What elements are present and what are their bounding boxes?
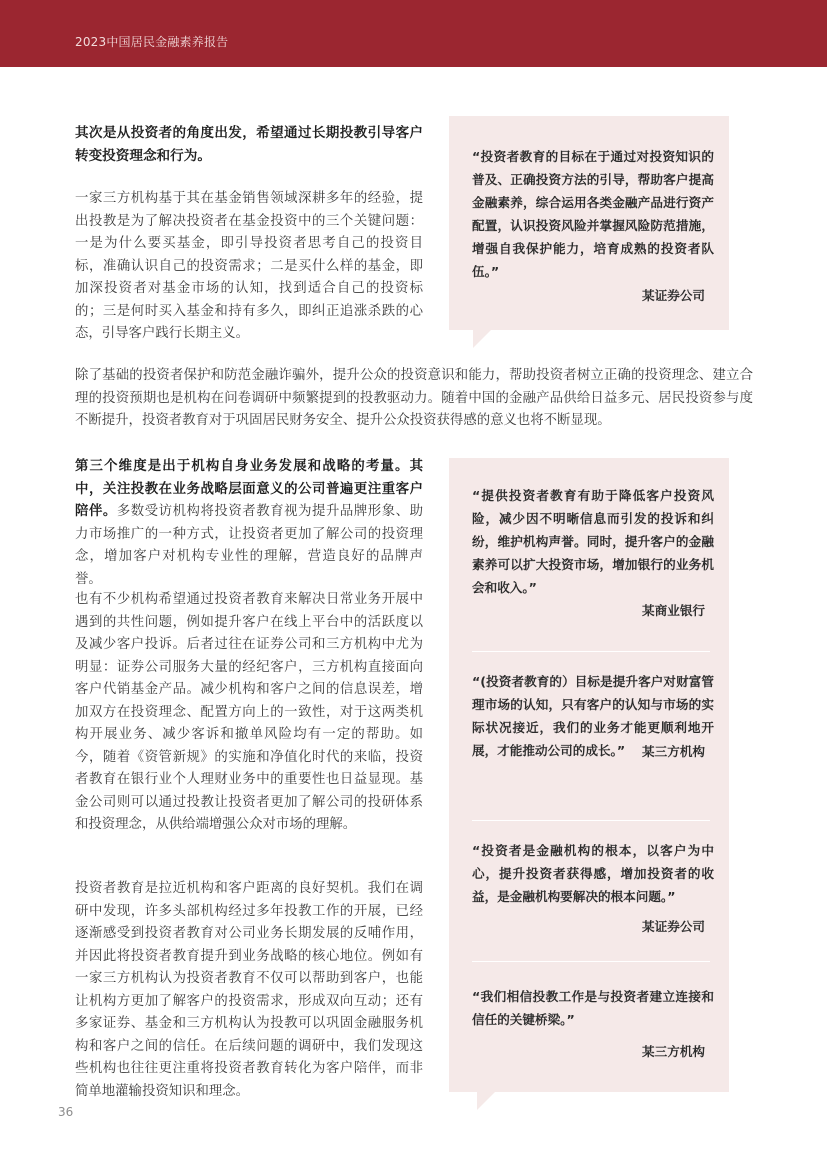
quote-source: 某商业银行 xyxy=(642,603,705,618)
section-lead-investor-perspective: 其次是从投资者的角度出发，希望通过长期投教引导客户转变投资理念和行为。 xyxy=(75,125,423,164)
paragraph-common-issues: 也有不少机构希望通过投资者教育来解决日常业务开展中遇到的共性问题，例如提升客户在线上平台中的活跃度以及减少客户投诉。后者过往在证券公司和三方机构中尤为明显：证券公司服务大量的经纪客户，三方机构直接面向客户代销基金产品。减少机构和客户之间的信息误差，增加双方在投资理念、配置方向上的一致性，对于这两类机构开展业务、减少客诉和撤单风险均有一定的帮助。如今，随着《资管新规》的实施和净值化时代的来临，投资者教育在银行业个人理财业务中的重要性也日益显现。基金公司则可以通过投教让投资者更加了解公司的投研体系和投资理念，从供给端增强公众对市场的理解。 xyxy=(75,592,423,832)
quote-panel-2-tail xyxy=(477,1092,495,1110)
quote-text: “提供投资者教育有助于降低客户投资风险，减少因不明晰信息而引发的投诉和纠纷，维护机构声誉。同时，提升客户的金融素养可以扩大投资市场，增加银行的业务机会和收入。” xyxy=(472,488,714,595)
quote-source: 某三方机构 xyxy=(642,744,705,759)
quote-source: 某证券公司 xyxy=(642,919,705,934)
quote-divider xyxy=(472,820,710,821)
quote-text: “我们相信投教工作是与投资者建立连接和信任的关键桥梁。” xyxy=(472,989,714,1027)
section-lead-third-dimension: 第三个维度是出于机构自身业务发展和战略的考量。其中，关注投教在业务战略层面意义的公司普遍更注重客户陪伴。 xyxy=(75,459,423,519)
paragraph-third-dimension-body: 多数受访机构将投资者教育视为提升品牌形象、助力市场推广的一种方式，让投资者更加了解公司的投资理念，增加客户对机构专业性的理解，营造良好的品牌声誉。 xyxy=(75,504,424,587)
paragraph-three-key-questions: 一家三方机构基于其在基金销售领域深耕多年的经验，提出投教是为了解决投资者在基金投资中的三个关键问题：一是为什么要买基金，即引导投资者思考自己的投资目标，准确认识自己的投资需求；二是买什么样的基金，即加深投资者对基金市场的认知，找到适合自己的投资标的；三是何时买入基金和持有多久，即纠正追涨杀跌的心态，引导客户践行长期主义。 xyxy=(75,191,423,341)
paragraph-customer-companionship: 投资者教育是拉近机构和客户距离的良好契机。我们在调研中发现，许多头部机构经过多年投教工作的开展，已经逐渐感受到投资者教育对公司业务长期发展的反哺作用，并因此将投资者教育提升到业务战略的核心地位。例如有一家三方机构认为投资者教育不仅可以帮助到客户，也能让机构方更加了解客户的投资需求，形成双向互动；还有多家证券、基金和三方机构认为投教可以巩固金融服务机构和客户之间的信任。在后续问题的调研中，我们发现这些机构也往往更注重将投资者教育转化为客户陪伴，而非简单地灌输投资知识和理念。 xyxy=(75,881,423,1099)
page-number: 36 xyxy=(58,1105,74,1119)
quote-divider xyxy=(472,961,710,962)
quote-text: “投资者教育的目标在于通过对投资知识的普及、正确投资方法的引导，帮助客户提高金融素养，综合运用各类金融产品进行资产配置，认识投资风险并掌握风险防范措施，增强自我保护能力，培育成熟的投资者队伍。” xyxy=(472,149,714,279)
quote-divider xyxy=(472,651,710,652)
paragraph-third-dimension xyxy=(75,456,423,591)
quote-source: 某三方机构 xyxy=(642,1044,705,1059)
quote-source: 某证券公司 xyxy=(642,288,705,303)
paragraph-investor-protection: 除了基础的投资者保护和防范金融诈骗外，提升公众的投资意识和能力，帮助投资者树立正确的投资理念、建立合理的投资预期也是机构在问卷调研中频繁提到的投教驱动力。随着中国的金融产品供给日益多元、居民投资参与度不断提升，投资者教育对于巩固居民财务安全、提升公众投资获得感的意义也将不断显现。 xyxy=(75,368,753,428)
report-title: 2023中国居民金融素养报告 xyxy=(75,35,229,49)
header-bar xyxy=(0,0,827,67)
quote-text: “投资者是金融机构的根本，以客户为中心，提升投资者获得感，增加投资者的收益，是金融机构要解决的根本问题。” xyxy=(472,843,714,904)
quote-panel-1-tail xyxy=(473,330,491,348)
quote-text: “(投资者教育的）目标是提升客户对财富管理市场的认知，只有客户的认知与市场的实际状况接近，我们的业务才能更顺利地开展，才能推动公司的成长。” xyxy=(472,674,714,758)
